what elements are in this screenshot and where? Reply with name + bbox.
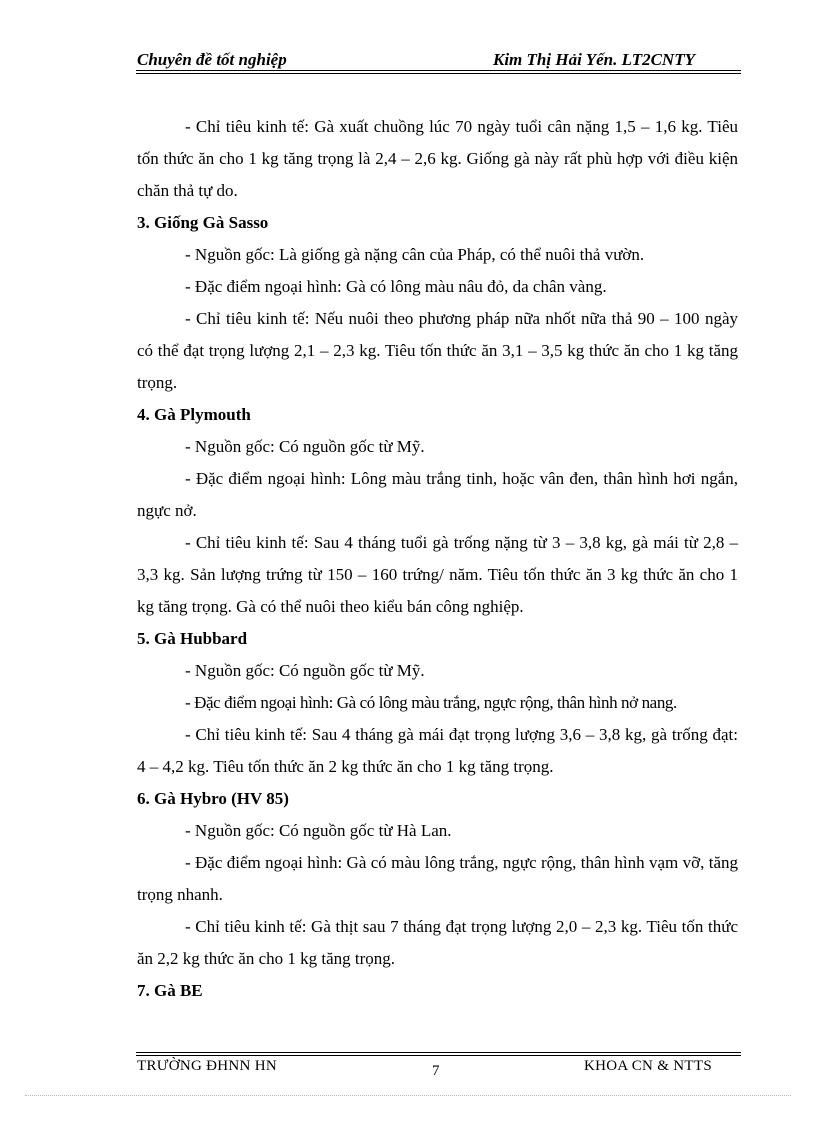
- paragraph: - Đặc điểm ngoại hình: Lông màu trắng tinh, hoặc vân đen, thân hình hơi ngắn, ngực nở.: [137, 469, 738, 520]
- footer-faculty: KHOA CN & NTTS: [584, 1058, 712, 1074]
- header-rule-double: [136, 73, 741, 74]
- section-heading: 4. Gà Plymouth: [137, 405, 251, 424]
- paragraph: - Đặc điểm ngoại hình: Gà có lông màu trắng, ngực rộng, thân hình nở nang.: [185, 693, 677, 712]
- paragraph: - Chỉ tiêu kinh tế: Gà xuất chuồng lúc 70 ngày tuổi cân nặng 1,5 – 1,6 kg. Tiêu tốn thức ăn cho 1 kg tăng trọng là 2,4 – 2,6 kg. Giống gà này rất phù hợp với điều kiện chăn thả tự do.: [137, 117, 738, 200]
- paragraph: - Chỉ tiêu kinh tế: Nếu nuôi theo phương pháp nữa nhốt nữa thả 90 – 100 ngày có thể đạt trọng lượng 2,1 – 2,3 kg. Tiêu tốn thức ăn 3,1 – 3,5 kg thức ăn cho 1 kg tăng trọng.: [137, 309, 738, 392]
- paragraph: - Nguồn gốc: Có nguồn gốc từ Hà Lan.: [185, 821, 452, 840]
- document-body: [137, 111, 738, 1007]
- section-heading: 7. Gà BE: [137, 981, 203, 1000]
- paragraph: - Đặc điểm ngoại hình: Gà có lông màu nâu đỏ, da chân vàng.: [185, 277, 607, 296]
- section-heading: 5. Gà Hubbard: [137, 629, 248, 648]
- header-title-right: Kim Thị Hải Yến. LT2CNTY: [493, 50, 695, 69]
- header-title-left: Chuyên đề tốt nghiệp: [137, 50, 287, 69]
- section-heading: 3. Giống Gà Sasso: [137, 213, 269, 232]
- paragraph: - Nguồn gốc: Có nguồn gốc từ Mỹ.: [185, 661, 425, 680]
- section-heading: 6. Gà Hybro (HV 85): [137, 789, 289, 808]
- paragraph: - Chỉ tiêu kinh tế: Gà thịt sau 7 tháng đạt trọng lượng 2,0 – 2,3 kg. Tiêu tốn thức ăn 2,2 kg thức ăn cho 1 kg tăng trọng.: [137, 917, 738, 968]
- footer-rule: [136, 1052, 741, 1053]
- header-rule: [136, 70, 741, 71]
- paragraph: - Nguồn gốc: Là giống gà nặng cân của Pháp, có thể nuôi thả vườn.: [185, 245, 645, 264]
- paragraph: - Đặc điểm ngoại hình: Gà có màu lông trắng, ngực rộng, thân hình vạm vỡ, tăng trọng nhanh.: [137, 853, 738, 904]
- page-number: 7: [432, 1063, 440, 1079]
- page-edge-divider: [25, 1095, 791, 1096]
- paragraph: - Chỉ tiêu kinh tế: Sau 4 tháng tuổi gà trống nặng từ 3 – 3,8 kg, gà mái từ 2,8 – 3,3 kg. Sản lượng trứng từ 150 – 160 trứng/ năm. Tiêu tốn thức ăn 3 kg thức ăn cho 1 kg tăng trọng. Gà có thể nuôi theo kiểu bán công nghiệp.: [137, 533, 738, 616]
- paragraph: - Nguồn gốc: Có nguồn gốc từ Mỹ.: [185, 437, 425, 456]
- paragraph: - Chỉ tiêu kinh tế: Sau 4 tháng gà mái đạt trọng lượng 3,6 – 3,8 kg, gà trống đạt: 4 – 4,2 kg. Tiêu tốn thức ăn 2 kg thức ăn cho 1 kg tăng trọng.: [137, 725, 738, 776]
- footer-rule-double: [136, 1055, 741, 1056]
- footer-school: TRƯỜNG ĐHNN HN: [137, 1058, 277, 1074]
